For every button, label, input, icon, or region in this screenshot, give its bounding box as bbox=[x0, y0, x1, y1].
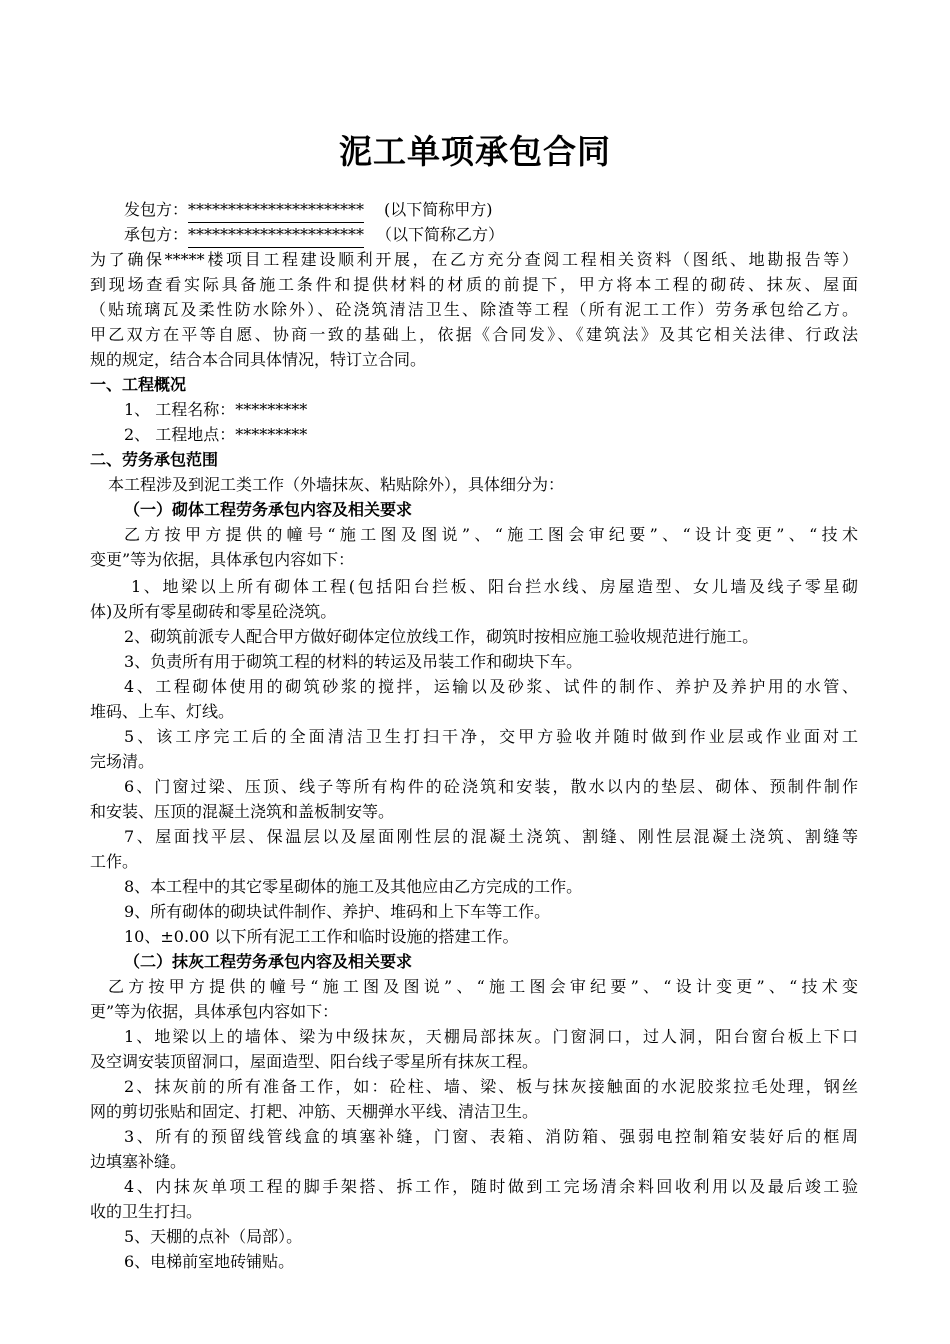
party-b-line bbox=[124, 224, 504, 248]
party-a-line bbox=[124, 199, 493, 223]
list-item: 5、天棚的点补（局部）。 bbox=[124, 1227, 303, 1246]
page-title: 泥工单项承包合同 bbox=[339, 132, 611, 171]
subsection-intro: 变更”等为依据，具体承包内容如下： bbox=[90, 550, 355, 569]
party-a-label: 发包方： bbox=[124, 200, 189, 219]
section-heading: 二、劳务承包范围 bbox=[90, 450, 219, 469]
list-item: 堆码、上车、灯线。 bbox=[90, 702, 235, 721]
list-item: 4、工程砌体使用的砌筑砂浆的搅拌，运输以及砂浆、试件的制作、养护及养护用的水管、 bbox=[124, 677, 858, 696]
subsection-intro: 乙方按甲方提供的幢号“施工图及图说”、“施工图会审纪要”、“设计变更”、“技术变 bbox=[108, 977, 858, 996]
list-item: 9、所有砌体的砌块试件制作、养护、堆码和上下车等工作。 bbox=[124, 902, 551, 921]
list-item: 10、±0.00 以下所有泥工工作和临时设施的搭建工作。 bbox=[124, 927, 519, 946]
list-item: 1、地梁以上的墙体、梁为中级抹灰，天棚局部抹灰。门窗洞口，过人洞，阳台窗台板上下口 bbox=[124, 1027, 858, 1046]
section-heading: 一、工程概况 bbox=[90, 375, 187, 394]
list-item: 1、地梁以上所有砌体工程(包括阳台拦板、阳台拦水线、房屋造型、女儿墙及线子零星砌 bbox=[131, 577, 858, 596]
intro-line: 为了确保*****楼项目工程建设顺利开展，在乙方充分查阅工程相关资料（图纸、地勘报告等） bbox=[90, 250, 858, 269]
list-item: 3、所有的预留线管线盒的填塞补缝，门窗、表箱、消防箱、强弱电控制箱安装好后的框周 bbox=[124, 1127, 858, 1146]
list-item: 体)及所有零星砌砖和零星砼浇筑。 bbox=[90, 602, 337, 621]
list-item: 和安装、压顶的混凝土浇筑和盖板制安等。 bbox=[90, 802, 395, 821]
subsection-heading: （一）砌体工程劳务承包内容及相关要求 bbox=[124, 500, 413, 519]
list-item: 6、电梯前室地砖铺贴。 bbox=[124, 1252, 295, 1271]
intro-line: 到现场查看实际具备施工条件和提供材料的材质的前提下，甲方将本工程的砌砖、抹灰、屋面 bbox=[90, 275, 858, 294]
subsection-heading: （二）抹灰工程劳务承包内容及相关要求 bbox=[124, 952, 413, 971]
overview-item: 2、 工程地点：********* bbox=[124, 425, 308, 444]
intro-line: 规的规定，结合本合同具体情况，特订立合同。 bbox=[90, 350, 427, 369]
list-item: 4、内抹灰单项工程的脚手架搭、拆工作，随时做到工完场清余料回收利用以及最后竣工验 bbox=[124, 1177, 858, 1196]
list-item: 收的卫生打扫。 bbox=[90, 1202, 203, 1221]
list-item: 完场清。 bbox=[90, 752, 155, 771]
list-item: 边填塞补缝。 bbox=[90, 1152, 187, 1171]
list-item: 工作。 bbox=[90, 852, 139, 871]
list-item: 5、该工序完工后的全面清洁卫生打扫干净，交甲方验收并随时做到作业层或作业面对工 bbox=[124, 727, 858, 746]
overview-item: 1、 工程名称：********* bbox=[124, 400, 308, 419]
subsection-intro: 乙方按甲方提供的幢号“施工图及图说”、“施工图会审纪要”、“设计变更”、“技术 bbox=[124, 525, 858, 544]
list-item: 2、抹灰前的所有准备工作，如：砼柱、墙、梁、板与抹灰接触面的水泥胶浆拉毛处理，钢丝 bbox=[124, 1077, 858, 1096]
intro-line: 甲乙双方在平等自愿、协商一致的基础上，依据《合同发》、《建筑法》及其它相关法律、行政法 bbox=[90, 325, 858, 344]
party-a-note: (以下简称甲方) bbox=[384, 200, 493, 219]
party-b-note: （以下简称乙方） bbox=[376, 225, 505, 244]
list-item: 6、门窗过梁、压顶、线子等所有构件的砼浇筑和安装，散水以内的垫层、砌体、预制件制作 bbox=[124, 777, 858, 796]
list-item: 8、本工程中的其它零星砌体的施工及其他应由乙方完成的工作。 bbox=[124, 877, 583, 896]
party-b-label: 承包方： bbox=[124, 225, 189, 244]
list-item: 7、屋面找平层、保温层以及屋面刚性层的混凝土浇筑、割缝、刚性层混凝土浇筑、割缝等 bbox=[124, 827, 858, 846]
list-item: 及空调安装顶留洞口，屋面造型、阳台线子零星所有抹灰工程。 bbox=[90, 1052, 539, 1071]
intro-line: （贴琉璃瓦及柔性防水除外）、砼浇筑清洁卫生、除渣等工程（所有泥工工作）劳务承包给乙方。 bbox=[90, 300, 858, 319]
party-a-value: ********************** bbox=[188, 199, 364, 223]
list-item: 2、砌筑前派专人配合甲方做好砌体定位放线工作，砌筑时按相应施工验收规范进行施工。 bbox=[124, 627, 759, 646]
party-b-value: ********************** bbox=[188, 224, 364, 248]
list-item: 3、负责所有用于砌筑工程的材料的转运及吊装工作和砌块下车。 bbox=[124, 652, 583, 671]
list-item: 网的剪切张贴和固定、打耙、冲筋、天棚弹水平线、清洁卫生。 bbox=[90, 1102, 539, 1121]
subsection-intro: 更”等为依据，具体承包内容如下： bbox=[90, 1002, 339, 1021]
section-intro: 本工程涉及到泥工类工作（外墙抹灰、粘贴除外），具体细分为： bbox=[108, 475, 565, 494]
